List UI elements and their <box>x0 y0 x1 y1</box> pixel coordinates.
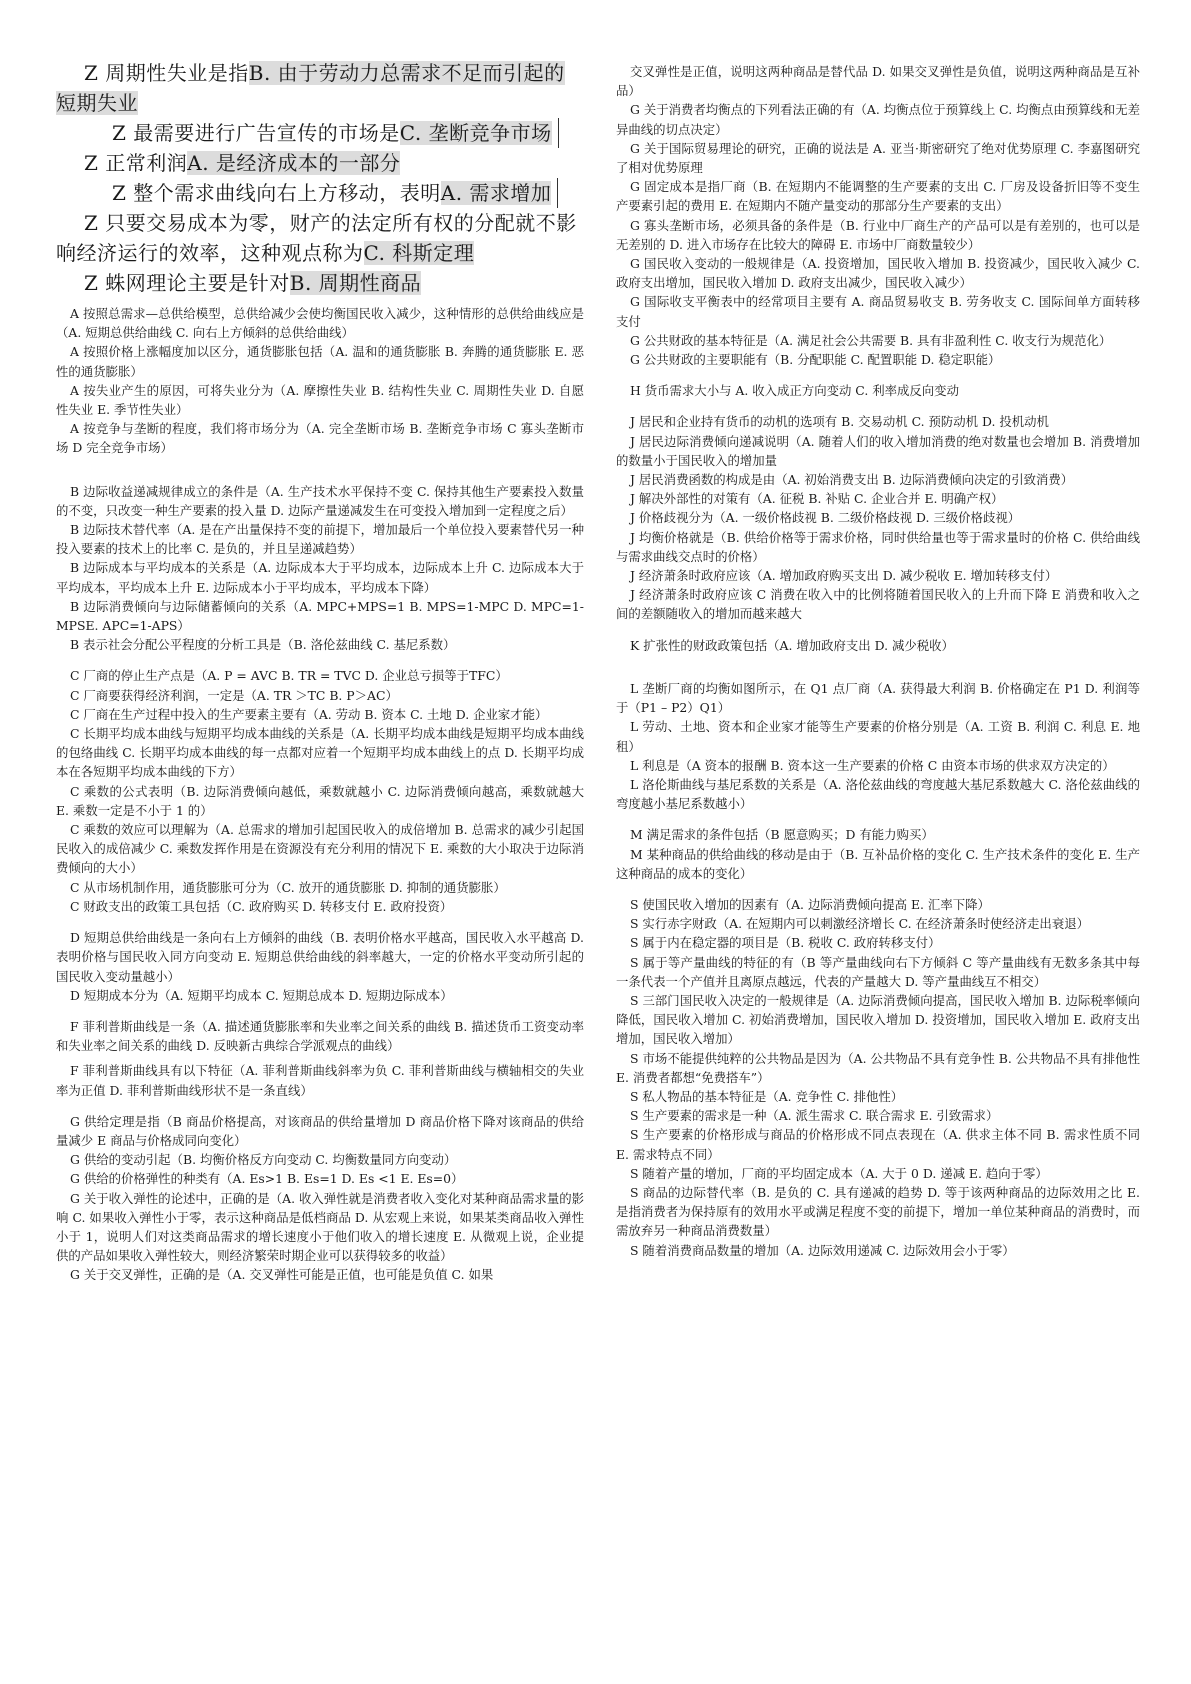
list-item: G 供给的变动引起（B. 均衡价格反方向变动 C. 均衡数量同方向变动） <box>70 1152 457 1168</box>
list-item: L 垄断厂商的均衡如图所示，在 Q1 点厂商（A. 获得最大利润 B. 价格确定在 P1 D. 利润等于（P1 – P2）Q1） <box>616 680 1140 716</box>
section-m <box>616 825 1140 883</box>
list-item: C 乘数的效应可以理解为（A. 总需求的增加引起国民收入的成倍增加 B. 总需求的减少引起国民收入的成倍减少 C. 乘数发挥作用是在资源没有充分利用的情况下 E. 乘数的大小取决于边际消费倾向的大小） <box>56 822 584 876</box>
question-text: Z 只要交易成本为零，财产的法定所有权的分配就不影响经济运行的效率，这种观点称为 <box>56 211 577 265</box>
list-item: F 菲利普斯曲线具有以下特征（A. 菲利普斯曲线斜率为负 C. 菲利普斯曲线与横轴相交的失业率为正值 D. 菲利普斯曲线形状不是一条直线） <box>56 1063 584 1098</box>
section-l <box>616 679 1140 813</box>
list-item: J 居民边际消费倾向递减说明（A. 随着人们的收入增加消费的绝对数量也会增加 B. 消费增加的数量小于国民收入的增加量 <box>616 433 1140 468</box>
list-item: S 商品的边际替代率（B. 是负的 C. 具有递减的趋势 D. 等于该两种商品的边际效用之比 E. 是指消费者为保持原有的效用水平或满足程度不变的前提下，增加一单位某种商品的消费时，而需放弃另一种商品消费数量） <box>616 1184 1140 1239</box>
section-b <box>56 482 584 655</box>
section-d <box>56 928 584 1005</box>
question-demand-shift <box>56 178 584 208</box>
list-item: C 从市场机制作用，通货膨胀可分为（C. 放开的通货膨胀 D. 抑制的通货膨胀） <box>70 879 506 895</box>
list-item: C 厂商在生产过程中投入的生产要素主要有（A. 劳动 B. 资本 C. 土地 D. 企业家才能） <box>70 706 548 722</box>
list-item: S 使国民收入增加的因素有（A. 边际消费倾向提高 E. 汇率下降） <box>630 896 990 912</box>
answer-highlight: C. 垄断竞争市场 <box>399 121 552 145</box>
list-item: S 三部门国民收入决定的一般规律是（A. 边际消费倾向提高，国民收入增加 B. 边际税率倾向降低，国民收入增加 C. 初始消费增加，国民收入增加 D. 投资增加，国民收入增加 E. 政府支出增加，国民收入增加） <box>616 992 1140 1047</box>
list-item: M 某种商品的供给曲线的移动是由于（B. 互补品价格的变化 C. 生产技术条件的变化 E. 生产这种商品的成本的变化） <box>616 846 1140 881</box>
question-normal-profit <box>56 148 584 178</box>
list-item: G 寡头垄断市场，必须具备的条件是（B. 行业中厂商生产的产品可以是有差别的，也可以是无差别的 D. 进入市场存在比较大的障碍 E. 市场中厂商数量较少） <box>616 217 1140 252</box>
list-item: J 居民消费函数的构成是由（A. 初始消费支出 B. 边际消费倾向决定的引致消费） <box>630 472 1074 488</box>
list-item: G 关于国际贸易理论的研究，正确的说法是 A. 亚当·斯密研究了绝对优势原理 C. 李嘉图研究了相对优势原理 <box>616 140 1140 176</box>
list-item: L 劳动、土地、资本和企业家才能等生产要素的价格分别是（A. 工资 B. 利润 C. 利息 E. 地租） <box>616 719 1140 754</box>
boxed-line <box>84 118 559 148</box>
boxed-line <box>84 178 558 208</box>
answer-highlight: C. 科斯定理 <box>363 241 475 265</box>
answer-highlight: A. 需求增加 <box>440 181 552 205</box>
answer-highlight: A. 是经济成本的一部分 <box>187 151 401 175</box>
list-item: C 厂商的停止生产点是（A. P = AVC B. TR = TVC D. 企业总亏损等于TFC） <box>70 668 508 684</box>
highlighted-questions <box>56 58 584 298</box>
section-h <box>616 381 1140 400</box>
list-item: A 按照总需求—总供给模型，总供给减少会使均衡国民收入减少，这种情形的总供给曲线应是（A. 短期总供给曲线 C. 向右上方倾斜的总供给曲线） <box>56 306 584 341</box>
list-item: A 按照价格上涨幅度加以区分，通货膨胀包括（A. 温和的通货膨胀 B. 奔腾的通货膨胀 E. 恶性的通货膨胀） <box>56 344 584 379</box>
list-item: J 解决外部性的对策有（A. 征税 B. 补贴 C. 企业合并 E. 明确产权） <box>630 491 1004 507</box>
list-item: 交叉弹性是正值，说明这两种商品是替代品 D. 如果交叉弹性是负值，说明这两种商品是互补品） <box>616 64 1140 99</box>
section-g-continued <box>616 62 1140 369</box>
answer-highlight: B. 周期性商品 <box>289 271 422 295</box>
list-item: J 价格歧视分为（A. 一级价格歧视 B. 二级价格歧视 D. 三级价格歧视） <box>630 510 1021 526</box>
list-item: S 随着消费商品数量的增加（A. 边际效用递减 C. 边际效用会小于零） <box>630 1242 1015 1258</box>
list-item: G 公共财政的基本特征是（A. 满足社会公共需要 B. 具有非盈利性 C. 收支行为规范化） <box>630 332 1112 348</box>
list-item: B 边际收益递减规律成立的条件是（A. 生产技术水平保持不变 C. 保持其他生产要素投入数量的不变，只改变一种生产要素的投入量 D. 边际产量递减发生在可变投入增加到一定程度之后） <box>56 483 584 518</box>
question-cobweb-theory <box>56 268 584 298</box>
list-item: C 财政支出的政策工具包括（C. 政府购买 D. 转移支付 E. 政府投资） <box>70 898 453 914</box>
list-item: J 经济萧条时政府应该（A. 增加政府购买支出 D. 减少税收 E. 增加转移支付） <box>630 568 1058 584</box>
list-item: G 供给的价格弹性的种类有（A. Es>1 B. Es=1 D. Es <1 E. Es=0） <box>70 1171 464 1187</box>
list-item: S 私人物品的基本特征是（A. 竞争性 C. 排他性） <box>630 1088 904 1104</box>
section-k <box>616 636 1140 655</box>
list-item: D 短期成本分为（A. 短期平均成本 C. 短期总成本 D. 短期边际成本） <box>70 987 453 1003</box>
list-item: C 乘数的公式表明（B. 边际消费倾向越低，乘数就越小 C. 边际消费倾向越高，乘数就越大 E. 乘数一定是不小于 1 的） <box>56 783 584 818</box>
list-item: G 固定成本是指厂商（B. 在短期内不能调整的生产要素的支出 C. 厂房及设备折旧等不变生产要素引起的费用 E. 在短期内不随产量变动的那部分生产要素的支出） <box>616 179 1140 214</box>
list-item: S 生产要素的价格形成与商品的价格形成不同点表现在（A. 供求主体不同 B. 需求性质不同 E. 需求特点不同） <box>616 1127 1140 1162</box>
list-item: G 关于交叉弹性，正确的是（A. 交叉弹性可能是正值，也可能是负值 C. 如果 <box>70 1267 494 1283</box>
question-text: Z 蛛网理论主要是针对 <box>84 271 290 295</box>
question-cyclical-unemployment <box>56 58 584 118</box>
answer-highlight: B. 由于劳动力总需求不足而引起的短期失业 <box>56 61 565 115</box>
list-item: A 按竞争与垄断的程度，我们将市场分为（A. 完全垄断市场 B. 垄断竞争市场 C 寡头垄断市场 D 完全竞争市场） <box>56 421 584 456</box>
question-text: Z 整个需求曲线向右上方移动，表明 <box>112 181 441 205</box>
question-advertising-market <box>56 118 584 148</box>
list-item: H 货币需求大小与 A. 收入成正方向变动 C. 利率成反向变动 <box>630 383 959 399</box>
list-item: L 洛伦斯曲线与基尼系数的关系是（A. 洛伦兹曲线的弯度越大基尼系数越大 C. 洛伦兹曲线的弯度越小基尼系数越小） <box>616 776 1140 812</box>
list-item: G 国民收入变动的一般规律是（A. 投资增加，国民收入增加 B. 投资减少，国民收入减少 C. 政府支出增加，国民收入增加 D. 政府支出减少，国民收入减少） <box>616 256 1140 291</box>
left-column <box>56 0 584 1285</box>
list-item: B 表示社会分配公平程度的分析工具是（B. 洛伦兹曲线 C. 基尼系数） <box>70 637 456 653</box>
section-c <box>56 666 584 916</box>
list-item: G 关于消费者均衡点的下列看法正确的有（A. 均衡点位于预算线上 C. 均衡点由预算线和无差异曲线的切点决定） <box>616 102 1140 137</box>
list-item: S 市场不能提供纯粹的公共物品是因为（A. 公共物品不具有竞争性 B. 公共物品不具有排他性 E. 消费者都想“免费搭车”） <box>616 1050 1140 1085</box>
section-j <box>616 412 1140 623</box>
list-item: K 扩张性的财政政策包括（A. 增加政府支出 D. 减少税收） <box>630 637 954 653</box>
question-text: Z 周期性失业是指 <box>84 61 249 85</box>
list-item: F 菲利普斯曲线是一条（A. 描述通货膨胀率和失业率之间关系的曲线 B. 描述货币工资变动率和失业率之间关系的曲线 D. 反映新古典综合学派观点的曲线） <box>56 1018 584 1054</box>
section-a <box>56 304 584 458</box>
section-f <box>56 1017 584 1100</box>
list-item: J 均衡价格就是（B. 供给价格等于需求价格，同时供给量也等于需求量时的价格 C. 供给曲线与需求曲线交点时的价格） <box>616 529 1140 564</box>
list-item: C 长期平均成本曲线与短期平均成本曲线的关系是（A. 长期平均成本曲线是短期平均成本曲线的包络曲线 C. 长期平均成本曲线的每一点都对应着一个短期平均成本曲线上的点 D. 长期平均成本在各短期平均成本曲线的下方） <box>56 726 584 780</box>
list-item: S 属于等产量曲线的特征的有（B 等产量曲线向右下方倾斜 C 等产量曲线有无数多条其中每一条代表一个产值并且离原点越远，代表的产量越大 D. 等产量曲线互不相交） <box>616 954 1140 989</box>
list-item: G 国际收支平衡表中的经常项目主要有 A. 商品贸易收支 B. 劳务收支 C. 国际间单方面转移支付 <box>616 294 1140 329</box>
list-item: B 边际成本与平均成本的关系是（A. 边际成本大于平均成本，边际成本上升 C. 边际成本大于平均成本，平均成本上升 E. 边际成本小于平均成本，平均成本下降） <box>56 560 584 595</box>
list-item: B 边际消费倾向与边际储蓄倾向的关系（A. MPC+MPS=1 B. MPS=1-MPC D. MPC=1-MPSE. APC=1-APS） <box>56 598 584 634</box>
question-text: Z 最需要进行广告宣传的市场是 <box>112 121 400 145</box>
list-item: L 利息是（A 资本的报酬 B. 资本这一生产要素的价格 C 由资本市场的供求双方决定的） <box>630 757 1115 773</box>
section-s <box>616 895 1140 1260</box>
list-item: B 边际技术替代率（A. 是在产出量保持不变的前提下，增加最后一个单位投入要素替代另一种投入要素的技术上的比率 C. 是负的，并且呈递减趋势） <box>56 522 584 557</box>
question-coase-theorem <box>56 208 584 268</box>
list-item: S 随着产量的增加，厂商的平均固定成本（A. 大于 0 D. 递减 E. 趋向于零） <box>630 1165 1048 1181</box>
list-item: J 经济萧条时政府应该 C 消费在收入中的比例将随着国民收入的上升而下降 E 消费和收入之间的差额随收入的增加而越来越大 <box>616 587 1140 622</box>
list-item: C 厂商要获得经济利润，一定是（A. TR ＞TC B. P＞AC） <box>70 687 398 703</box>
list-item: G 关于收入弹性的论述中，正确的是（A. 收入弹性就是消费者收入变化对某种商品需求量的影响 C. 如果收入弹性小于零，表示这种商品是低档商品 D. 从宏观上来说，如果某类商品收入弹性小于 1，说明人们对这类商品需求的增长速度小于他们收入的增长速度 E. 从微观上说，企业提供的产品如果收入弹性较大，则经济繁荣时期企业可以获得较多的收益） <box>56 1190 584 1264</box>
list-item: G 供给定理是指（B 商品价格提高，对该商品的供给量增加 D 商品价格下降对该商品的供给量减少 E 商品与价格成同向变化） <box>56 1113 584 1148</box>
list-item: S 生产要素的需求是一种（A. 派生需求 C. 联合需求 E. 引致需求） <box>630 1108 999 1124</box>
list-item: S 实行赤字财政（A. 在短期内可以刺激经济增长 C. 在经济萧条时使经济走出衰退） <box>630 916 1089 932</box>
list-item: S 属于内在稳定器的项目是（B. 税收 C. 政府转移支付） <box>630 935 941 951</box>
right-column <box>616 0 1140 1260</box>
list-item: J 居民和企业持有货币的动机的选项有 B. 交易动机 C. 预防动机 D. 投机动机 <box>630 414 1049 430</box>
section-g <box>56 1112 584 1285</box>
list-item: G 公共财政的主要职能有（B. 分配职能 C. 配置职能 D. 稳定职能） <box>630 352 1001 368</box>
list-item: D 短期总供给曲线是一条向右上方倾斜的曲线（B. 表明价格水平越高，国民收入水平越高 D. 表明价格与国民收入同方向变动 E. 短期总供给曲线的斜率越大，一定的价格水平变动所引起的国民收入变动量越小） <box>56 930 584 984</box>
question-text: Z 正常利润 <box>84 151 188 175</box>
list-item: A 按失业产生的原因，可将失业分为（A. 摩擦性失业 B. 结构性失业 C. 周期性失业 D. 自愿性失业 E. 季节性失业） <box>56 382 584 418</box>
list-item: M 满足需求的条件包括（B 愿意购买；D 有能力购买） <box>630 827 934 843</box>
